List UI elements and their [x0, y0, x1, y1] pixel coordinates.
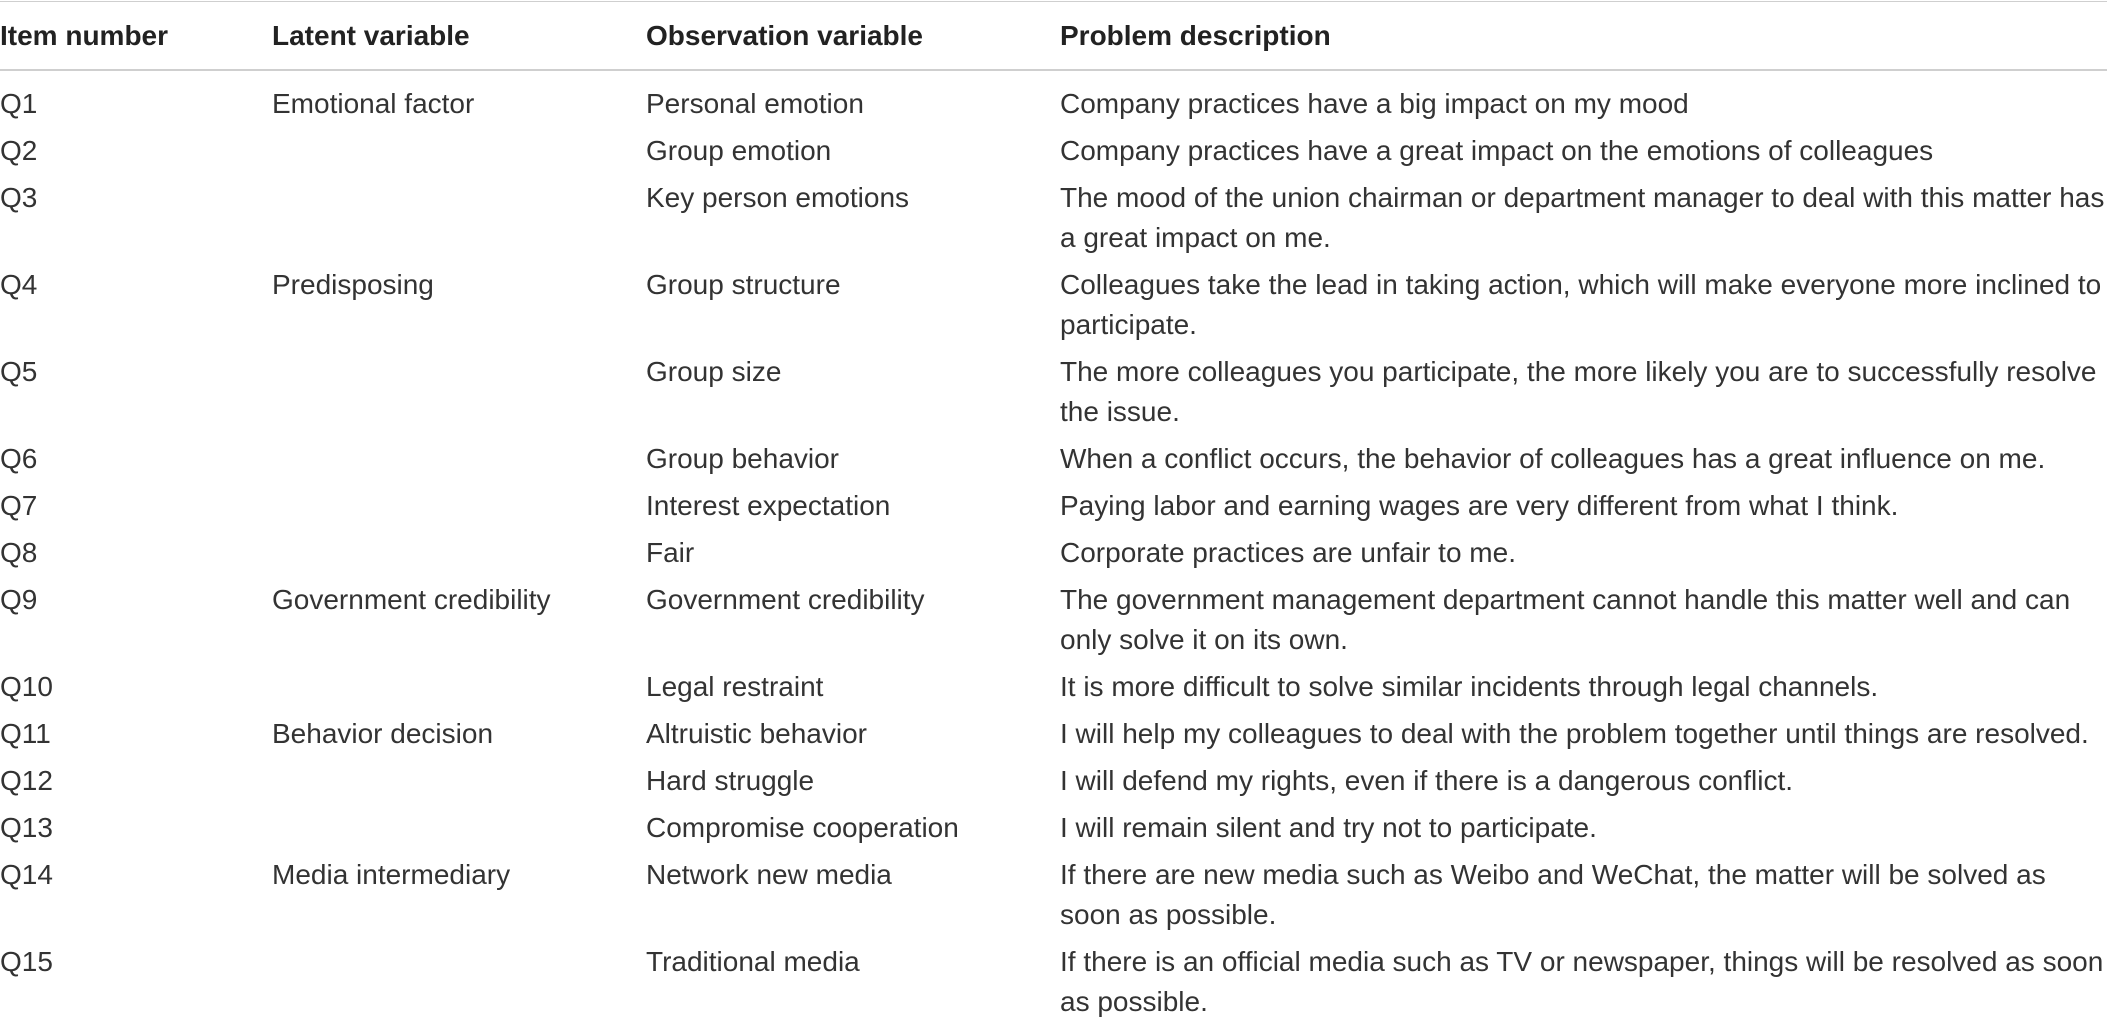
cell-observation-variable: Hard struggle: [646, 765, 815, 796]
cell-latent-variable: [272, 808, 646, 855]
cell-observation-variable: Legal restraint: [646, 671, 824, 702]
cell-item-number: Q10: [0, 671, 53, 702]
cell-problem-description: The more colleagues you participate, the more likely you are to successfully resolve the issue.: [1060, 356, 2097, 427]
cell-latent-variable: [272, 942, 646, 1029]
table-row: [0, 942, 2107, 1029]
header-item-number: Item number: [0, 20, 169, 51]
table-row: [0, 808, 2107, 855]
cell-problem-description: When a conflict occurs, the behavior of colleagues has a great influence on me.: [1060, 443, 2046, 474]
cell-problem-description: Company practices have a big impact on my mood: [1060, 88, 1689, 119]
cell-item-number: Q3: [0, 182, 38, 213]
table-row: [0, 352, 2107, 439]
top-rule: [0, 1, 2107, 2]
cell-problem-description: Paying labor and earning wages are very different from what I think.: [1060, 490, 1899, 521]
cell-latent-variable: Media intermediary: [272, 859, 511, 890]
cell-latent-variable: [272, 439, 646, 486]
table-header-row: [0, 14, 2107, 84]
cell-problem-description: I will defend my rights, even if there is a dangerous conflict.: [1060, 765, 1794, 796]
cell-item-number: Q9: [0, 584, 38, 615]
cell-item-number: Q14: [0, 859, 53, 890]
cell-latent-variable: Behavior decision: [272, 718, 494, 749]
cell-problem-description: I will help my colleagues to deal with the problem together until things are resolved.: [1060, 718, 2089, 749]
table-row: [0, 533, 2107, 580]
table-row: [0, 265, 2107, 352]
table-row: [0, 761, 2107, 808]
cell-problem-description: It is more difficult to solve similar incidents through legal channels.: [1060, 671, 1879, 702]
cell-item-number: Q7: [0, 490, 38, 521]
cell-observation-variable: Group size: [646, 356, 782, 387]
questionnaire-table: [0, 14, 2107, 1029]
cell-latent-variable: [272, 667, 646, 714]
cell-item-number: Q2: [0, 135, 38, 166]
header-problem-description: Problem description: [1060, 20, 1331, 51]
table-row: [0, 714, 2107, 761]
cell-latent-variable: Emotional factor: [272, 88, 475, 119]
cell-item-number: Q15: [0, 946, 53, 977]
cell-observation-variable: Group structure: [646, 269, 841, 300]
table-row: [0, 178, 2107, 265]
cell-item-number: Q4: [0, 269, 38, 300]
cell-problem-description: I will remain silent and try not to participate.: [1060, 812, 1597, 843]
cell-observation-variable: Group behavior: [646, 443, 840, 474]
cell-observation-variable: Key person emotions: [646, 182, 910, 213]
table-row: [0, 131, 2107, 178]
table-row: [0, 439, 2107, 486]
cell-item-number: Q12: [0, 765, 53, 796]
table-row: [0, 84, 2107, 131]
cell-problem-description: The government management department cannot handle this matter well and can only solve it on its own.: [1060, 584, 2071, 655]
cell-problem-description: Corporate practices are unfair to me.: [1060, 537, 1516, 568]
cell-observation-variable: Altruistic behavior: [646, 718, 867, 749]
cell-latent-variable: [272, 131, 646, 178]
cell-latent-variable: [272, 178, 646, 265]
header-observation-variable: Observation variable: [646, 20, 924, 51]
table-row: [0, 667, 2107, 714]
cell-latent-variable: [272, 533, 646, 580]
cell-latent-variable: Predisposing: [272, 269, 434, 300]
cell-problem-description: Colleagues take the lead in taking action, which will make everyone more inclined to participate.: [1060, 269, 2102, 340]
cell-observation-variable: Network new media: [646, 859, 892, 890]
table-body: [0, 84, 2107, 1029]
cell-observation-variable: Group emotion: [646, 135, 832, 166]
cell-item-number: Q13: [0, 812, 53, 843]
cell-observation-variable: Traditional media: [646, 946, 860, 977]
cell-problem-description: If there are new media such as Weibo and WeChat, the matter will be solved as soon as possible.: [1060, 859, 2046, 930]
cell-latent-variable: Government credibility: [272, 584, 551, 615]
cell-observation-variable: Fair: [646, 537, 695, 568]
cell-item-number: Q8: [0, 537, 38, 568]
table-row: [0, 855, 2107, 942]
table-row: [0, 486, 2107, 533]
cell-observation-variable: Personal emotion: [646, 88, 864, 119]
cell-problem-description: If there is an official media such as TV or newspaper, things will be resolved as soon as possible.: [1060, 946, 2104, 1017]
table-row: [0, 580, 2107, 667]
cell-problem-description: The mood of the union chairman or department manager to deal with this matter has a great impact on me.: [1060, 182, 2105, 253]
cell-observation-variable: Compromise cooperation: [646, 812, 959, 843]
cell-observation-variable: Government credibility: [646, 584, 925, 615]
cell-item-number: Q5: [0, 356, 38, 387]
cell-item-number: Q1: [0, 88, 38, 119]
header-latent-variable: Latent variable: [272, 20, 470, 51]
cell-item-number: Q6: [0, 443, 38, 474]
cell-latent-variable: [272, 761, 646, 808]
cell-observation-variable: Interest expectation: [646, 490, 891, 521]
cell-latent-variable: [272, 352, 646, 439]
cell-problem-description: Company practices have a great impact on the emotions of colleagues: [1060, 135, 1934, 166]
cell-item-number: Q11: [0, 718, 51, 749]
cell-latent-variable: [272, 486, 646, 533]
